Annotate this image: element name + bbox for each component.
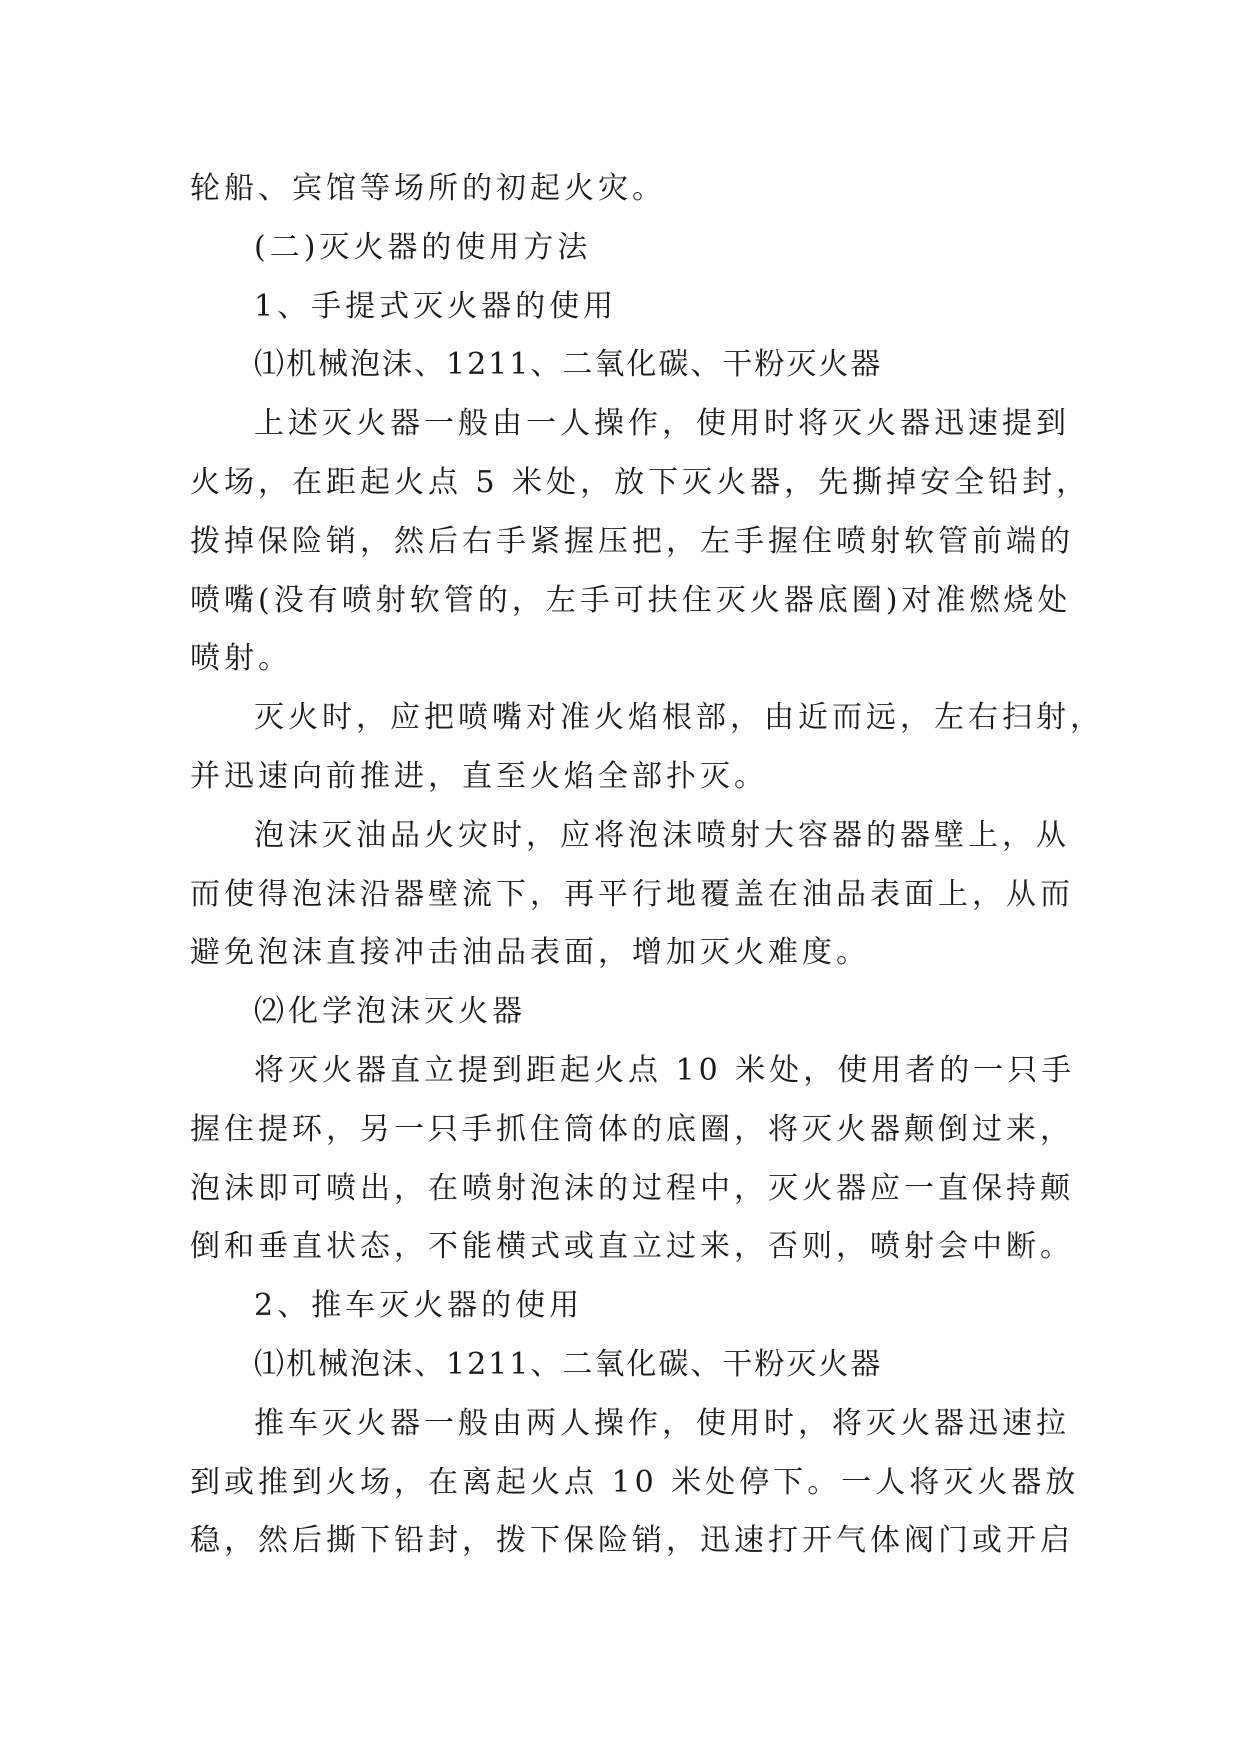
text-line: 泡沫灭油品火灾时，应将泡沫喷射大容器的器壁上，从: [254, 817, 1070, 853]
text-line: 并迅速向前推进，直至火焰全部扑灭。: [190, 758, 768, 794]
text-line: 灭火时，应把喷嘴对准火焰根部，由近而远，左右扫射，: [254, 700, 1104, 736]
text-line: 握住提环，另一只手抓住筒体的底圈，将灭火器颠倒过来，: [190, 1111, 1074, 1147]
section-heading: (二)灭火器的使用方法: [254, 229, 592, 265]
text-line: 倒和垂直状态，不能横式或直立过来，否则，喷射会中断。: [190, 1229, 1074, 1265]
item-heading: ⑵化学泡沫灭火器: [254, 994, 526, 1030]
text-line: 避免泡沫直接冲击油品表面，增加灭火难度。: [190, 935, 870, 971]
document-body: [190, 160, 1104, 1571]
text-line: 喷嘴(没有喷射软管的，左手可扶住灭火器底圈)对准燃烧处: [190, 582, 1072, 618]
text-line: 将灭火器直立提到距起火点 10 米处，使用者的一只手: [254, 1052, 1076, 1088]
text-line: 上述灭火器一般由一人操作，使用时将灭火器迅速提到: [254, 406, 1070, 442]
item-heading: ⑴机械泡沫、1211、二氧化碳、干粉灭火器: [254, 1346, 883, 1382]
text-line: 泡沫即可喷出，在喷射泡沫的过程中，灭火器应一直保持颠: [190, 1170, 1074, 1206]
subsection-heading: 1、手提式灭火器的使用: [254, 288, 618, 324]
text-line: 拨掉保险销，然后右手紧握压把，左手握住喷射软管前端的: [190, 523, 1074, 559]
subsection-heading: 2、推车灭火器的使用: [254, 1288, 584, 1324]
text-line: 推车灭火器一般由两人操作，使用时，将灭火器迅速拉: [254, 1405, 1070, 1441]
text-line: 稳，然后撕下铅封，拨下保险销，迅速打开气体阀门或开启: [190, 1523, 1074, 1559]
item-heading: ⑴机械泡沫、1211、二氧化碳、干粉灭火器: [254, 347, 883, 383]
text-line: 到或推到火场，在离起火点 10 米处停下。一人将灭火器放: [190, 1464, 1080, 1500]
text-line: 喷射。: [190, 641, 292, 677]
text-line: 而使得泡沫沿器壁流下，再平行地覆盖在油品表面上，从而: [190, 876, 1074, 912]
text-line: 轮船、宾馆等场所的初起火灾。: [190, 171, 666, 206]
text-line: 火场，在距起火点 5 米处，放下灭火器，先撕掉安全铅封，: [190, 464, 1091, 500]
